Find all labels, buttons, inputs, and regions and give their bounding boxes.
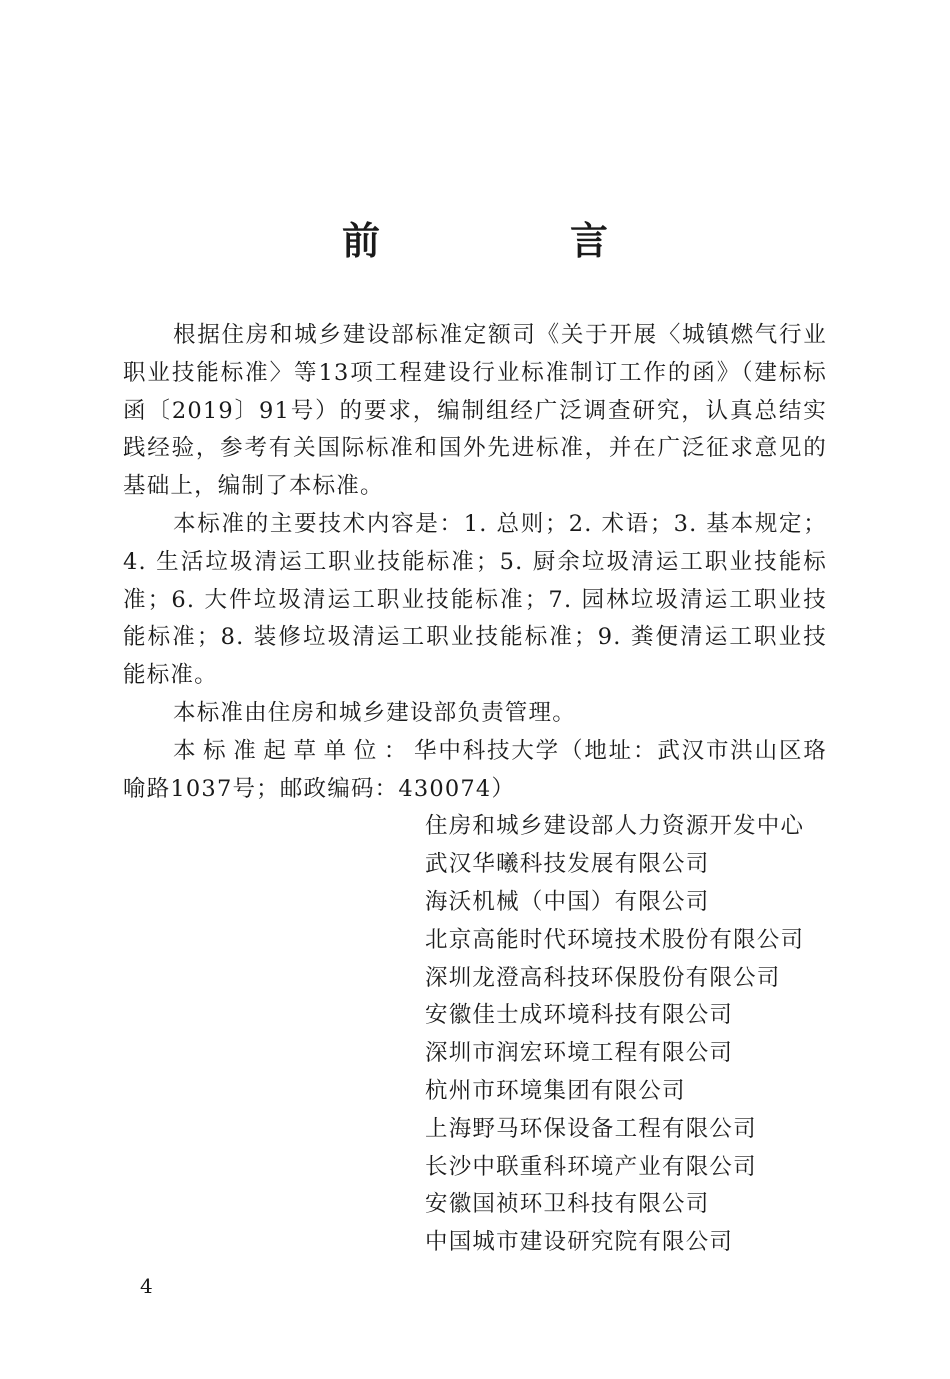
drafting-lead-unit: 华中科技大学（地址：武汉市洪山区珞喻路1037号；邮政编码：430074）	[123, 737, 827, 802]
list-item: 北京高能时代环境技术股份有限公司	[425, 926, 805, 953]
list-item: 安徽佳士成环境科技有限公司	[425, 1002, 734, 1029]
list-item: 杭州市环境集团有限公司	[425, 1077, 686, 1104]
list-item: 武汉华曦科技发展有限公司	[425, 851, 710, 878]
list-item: 上海野马环保设备工程有限公司	[425, 1115, 757, 1142]
paragraph-main-contents: 本标准的主要技术内容是：1. 总则；2. 术语；3. 基本规定；4. 生活垃圾清运工职业技能标准；5. 厨余垃圾清运工职业技能标准；6. 大件垃圾清运工职业技能标准；7. 园林垃圾清运工职业技能标准；8. 装修垃圾清运工职业技能标准；9. 粪便清运工职业技能标准。	[123, 510, 827, 689]
list-item: 住房和城乡建设部人力资源开发中心	[425, 813, 805, 840]
paragraph-management: 本标准由住房和城乡建设部负责管理。	[173, 699, 576, 726]
list-item: 长沙中联重科环境产业有限公司	[425, 1153, 757, 1180]
list-item: 深圳龙澄高科技环保股份有限公司	[425, 964, 781, 991]
list-item: 安徽国祯环卫科技有限公司	[425, 1191, 710, 1218]
co-drafting-units-list	[123, 808, 827, 1262]
page-title: 前 言	[341, 218, 684, 263]
drafting-label: 本标准起草单位：	[173, 737, 415, 764]
page-number: 4	[140, 1274, 153, 1298]
list-item: 深圳市润宏环境工程有限公司	[425, 1040, 734, 1067]
list-item: 中国城市建设研究院有限公司	[425, 1229, 734, 1256]
preface-body	[123, 317, 827, 1262]
paragraph-drafting-unit	[123, 733, 827, 809]
list-item: 海沃机械（中国）有限公司	[425, 888, 710, 915]
paragraph-background: 根据住房和城乡建设部标准定额司《关于开展〈城镇燃气行业职业技能标准〉等13项工程建设行业标准制订工作的函》（建标标函〔2019〕91号）的要求，编制组经广泛调查研究，认真总结实践经验，参考有关国际标准和国外先进标准，并在广泛征求意见的基础上，编制了本标准。	[123, 322, 827, 500]
